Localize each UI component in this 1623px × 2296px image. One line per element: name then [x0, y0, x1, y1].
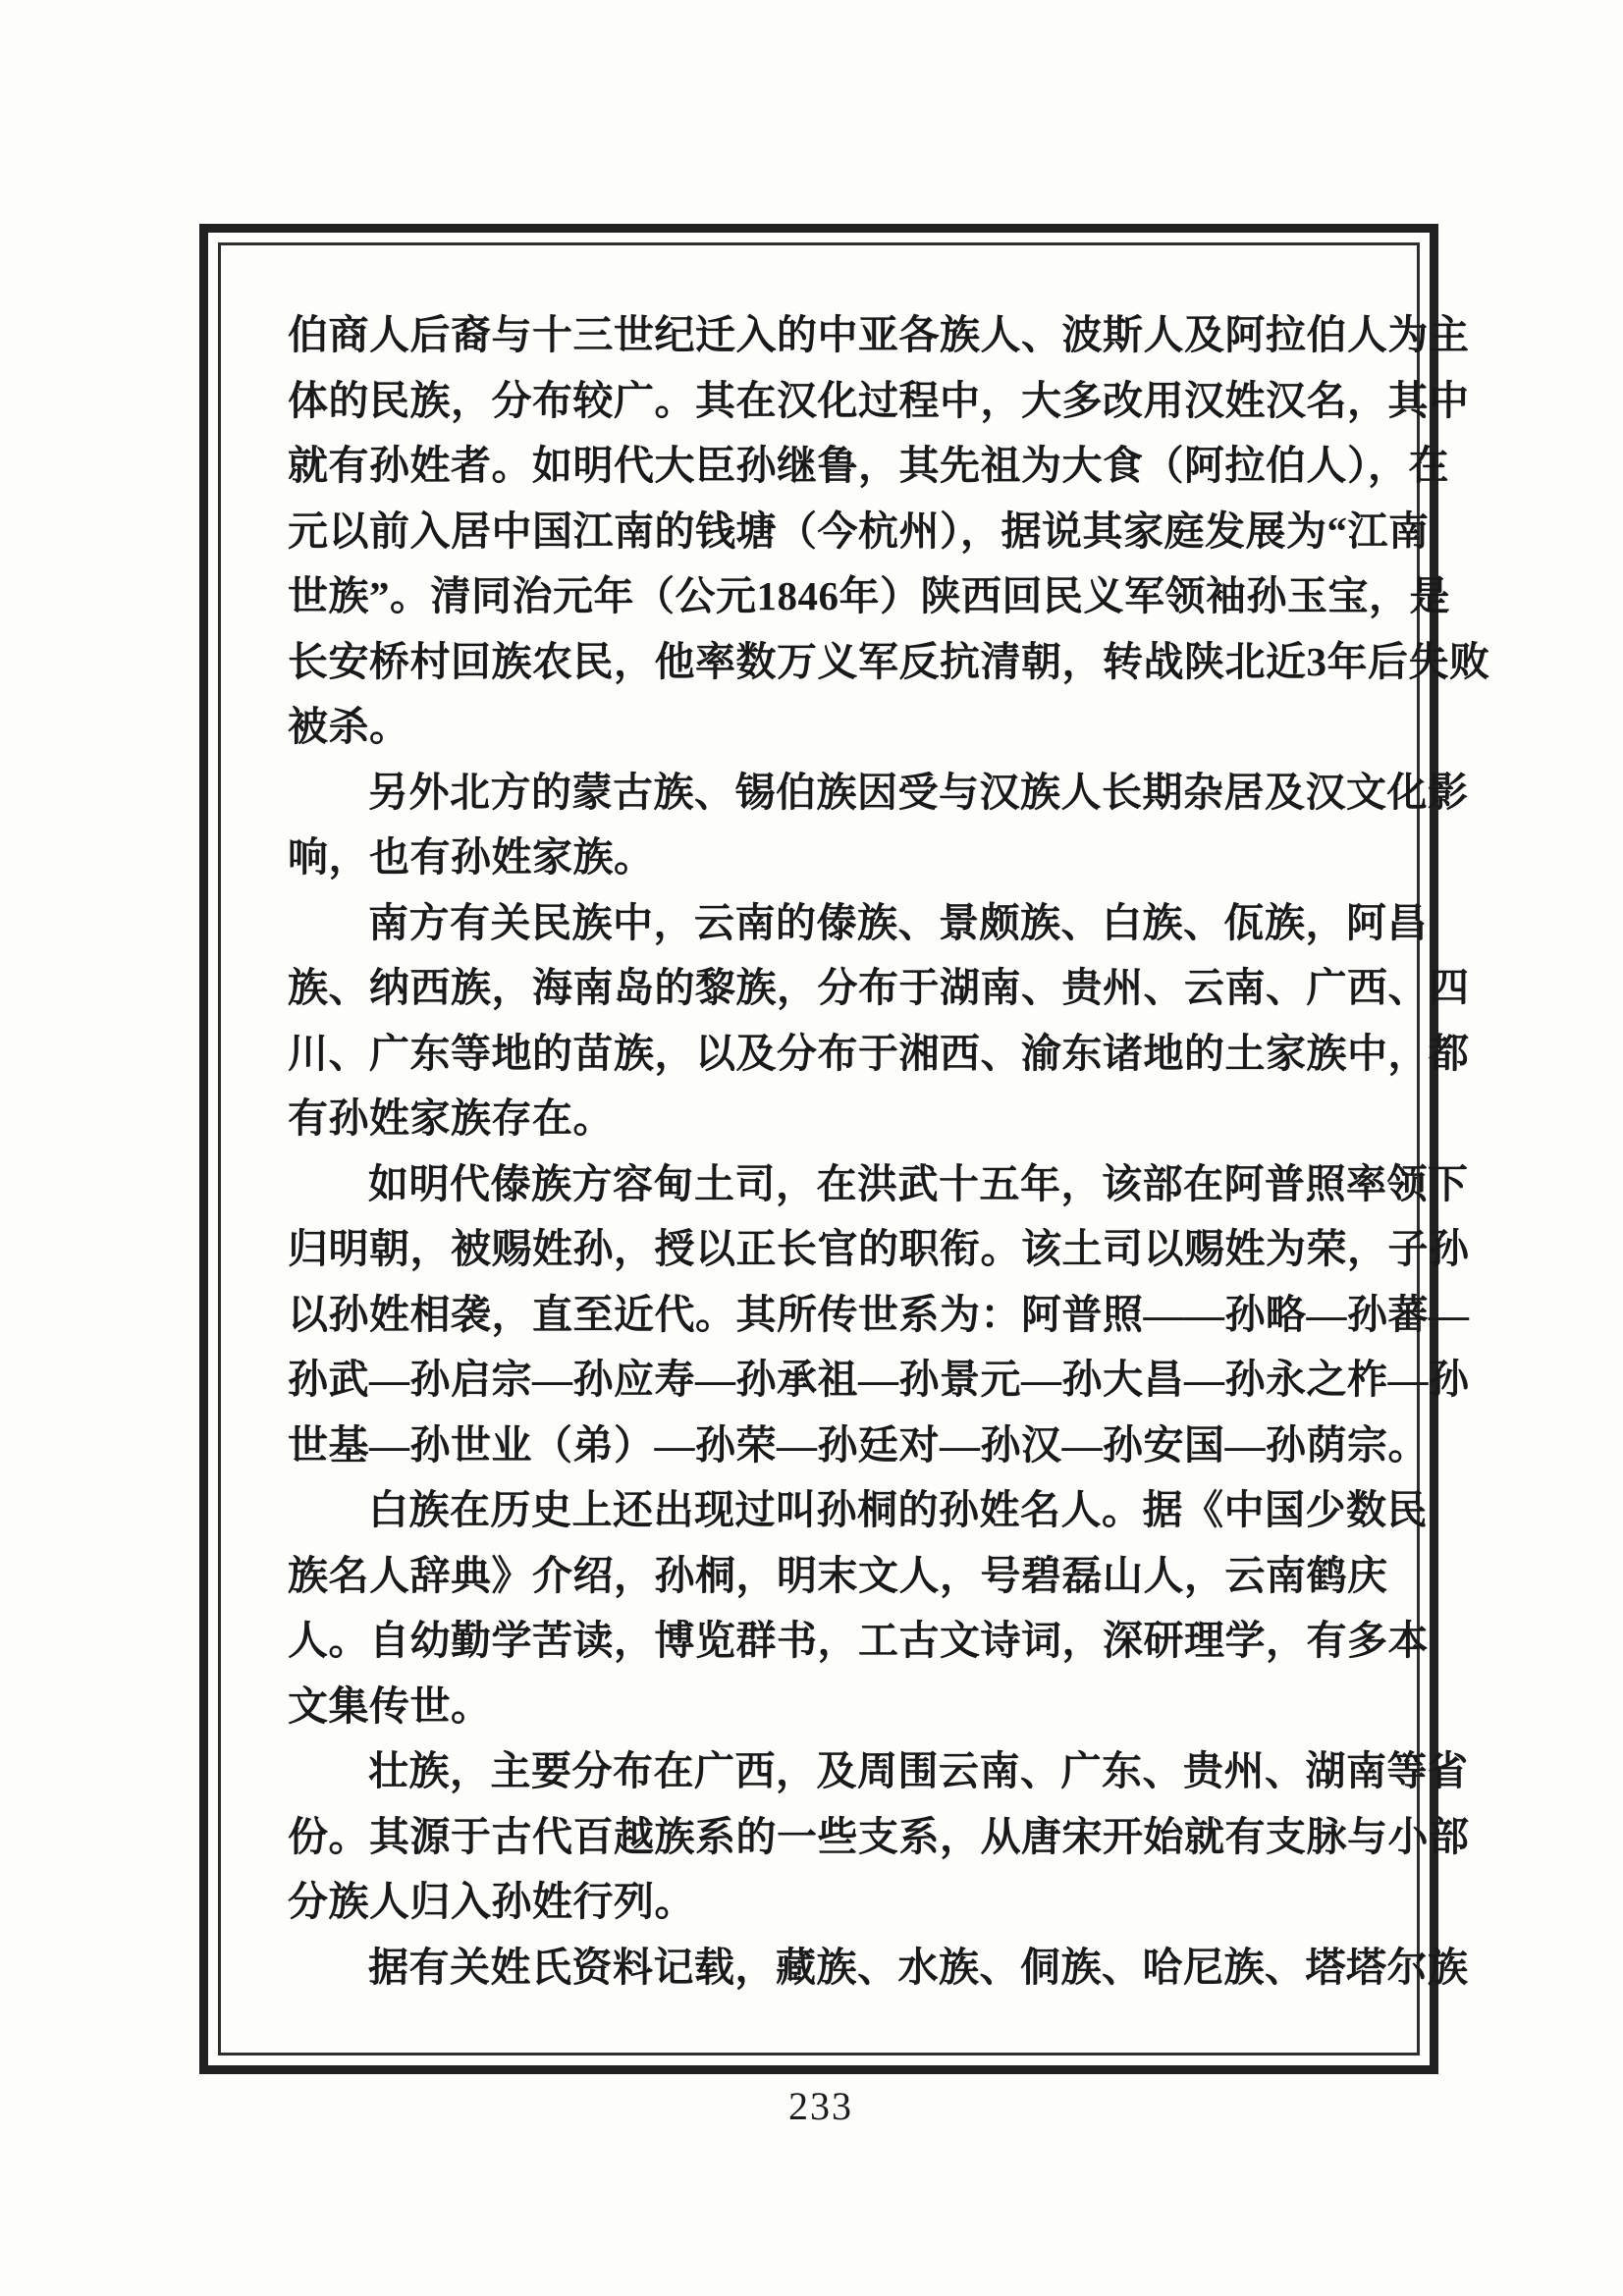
- text-line: 文集传世。: [288, 1682, 492, 1729]
- text-line: 体的民族，分布较广。其在汉化过程中，大多改用汉姓汉名，其中: [288, 377, 1470, 423]
- text-line: 就有孙姓者。如明代大臣孙继鲁，其先祖为大食（阿拉伯人），在: [288, 443, 1449, 488]
- text-line: 族名人辞典》介绍，孙桐，明末文人，号碧磊山人，云南鹤庆: [288, 1552, 1388, 1598]
- text-line: 如明代傣族方容甸土司，在洪武十五年，该部在阿普照率领下: [368, 1160, 1469, 1206]
- text-line: 世族”。清同治元年（公元1846年）陕西回民义军领袖孙玉宝，是: [288, 573, 1450, 618]
- text-line: 族、纳西族，海南岛的黎族，分布于湖南、贵州、云南、广西、四: [288, 965, 1470, 1010]
- text-line: 归明朝，被赐姓孙，授以正长官的职衔。该土司以赐姓为荣，子孙: [288, 1226, 1470, 1271]
- text-line: 以孙姓相袭，直至近代。其所传世系为：阿普照——孙略—孙蕃—: [288, 1291, 1470, 1337]
- text-line: 白族在历史上还出现过叫孙桐的孙姓名人。据《中国少数民: [368, 1487, 1428, 1532]
- text-line: 孙武—孙启宗—孙应寿—孙承祖—孙景元—孙大昌—孙永之柞—孙: [288, 1357, 1470, 1402]
- text-line: 长安桥村回族农民，他率数万义军反抗清朝，转战陕北近3年后失败: [288, 638, 1490, 684]
- page-number: 233: [788, 2084, 853, 2128]
- text-line: 壮族，主要分布在广西，及周围云南、广东、贵州、湖南等省: [368, 1748, 1469, 1793]
- text-line: 响，也有孙姓家族。: [288, 834, 655, 880]
- text-line: 元以前入居中国江南的钱塘（今杭州），据说其家庭发展为“江南: [288, 507, 1430, 554]
- text-line: 世基—孙世业（弟）—孙荣—孙廷对—孙汉—孙安国—孙荫宗。: [288, 1421, 1429, 1468]
- text-line: 据有关姓氏资料记载，藏族、水族、侗族、哈尼族、塔塔尔族: [368, 1944, 1469, 1990]
- text-line: 有孙姓家族存在。: [288, 1095, 614, 1141]
- text-line: 另外北方的蒙古族、锡伯族因受与汉族人长期杂居及汉文化影: [368, 769, 1469, 815]
- text-line: 人。自幼勤学苦读，博览群书，工古文诗词，深研理学，有多本: [288, 1618, 1429, 1663]
- body-text: [288, 302, 1490, 2000]
- text-line: 份。其源于古代百越族系的一些支系，从唐宋开始就有支脉与小部: [288, 1813, 1470, 1859]
- text-line: 南方有关民族中，云南的傣族、景颇族、白族、佤族，阿昌: [368, 899, 1428, 945]
- text-line: 川、广东等地的苗族，以及分布于湘西、渝东诸地的土家族中，都: [288, 1030, 1470, 1076]
- text-line: 伯商人后裔与十三世纪迁入的中亚各族人、波斯人及阿拉伯人为主: [288, 312, 1470, 357]
- text-line: 被杀。: [288, 704, 410, 749]
- text-line: 分族人归入孙姓行列。: [288, 1879, 695, 1924]
